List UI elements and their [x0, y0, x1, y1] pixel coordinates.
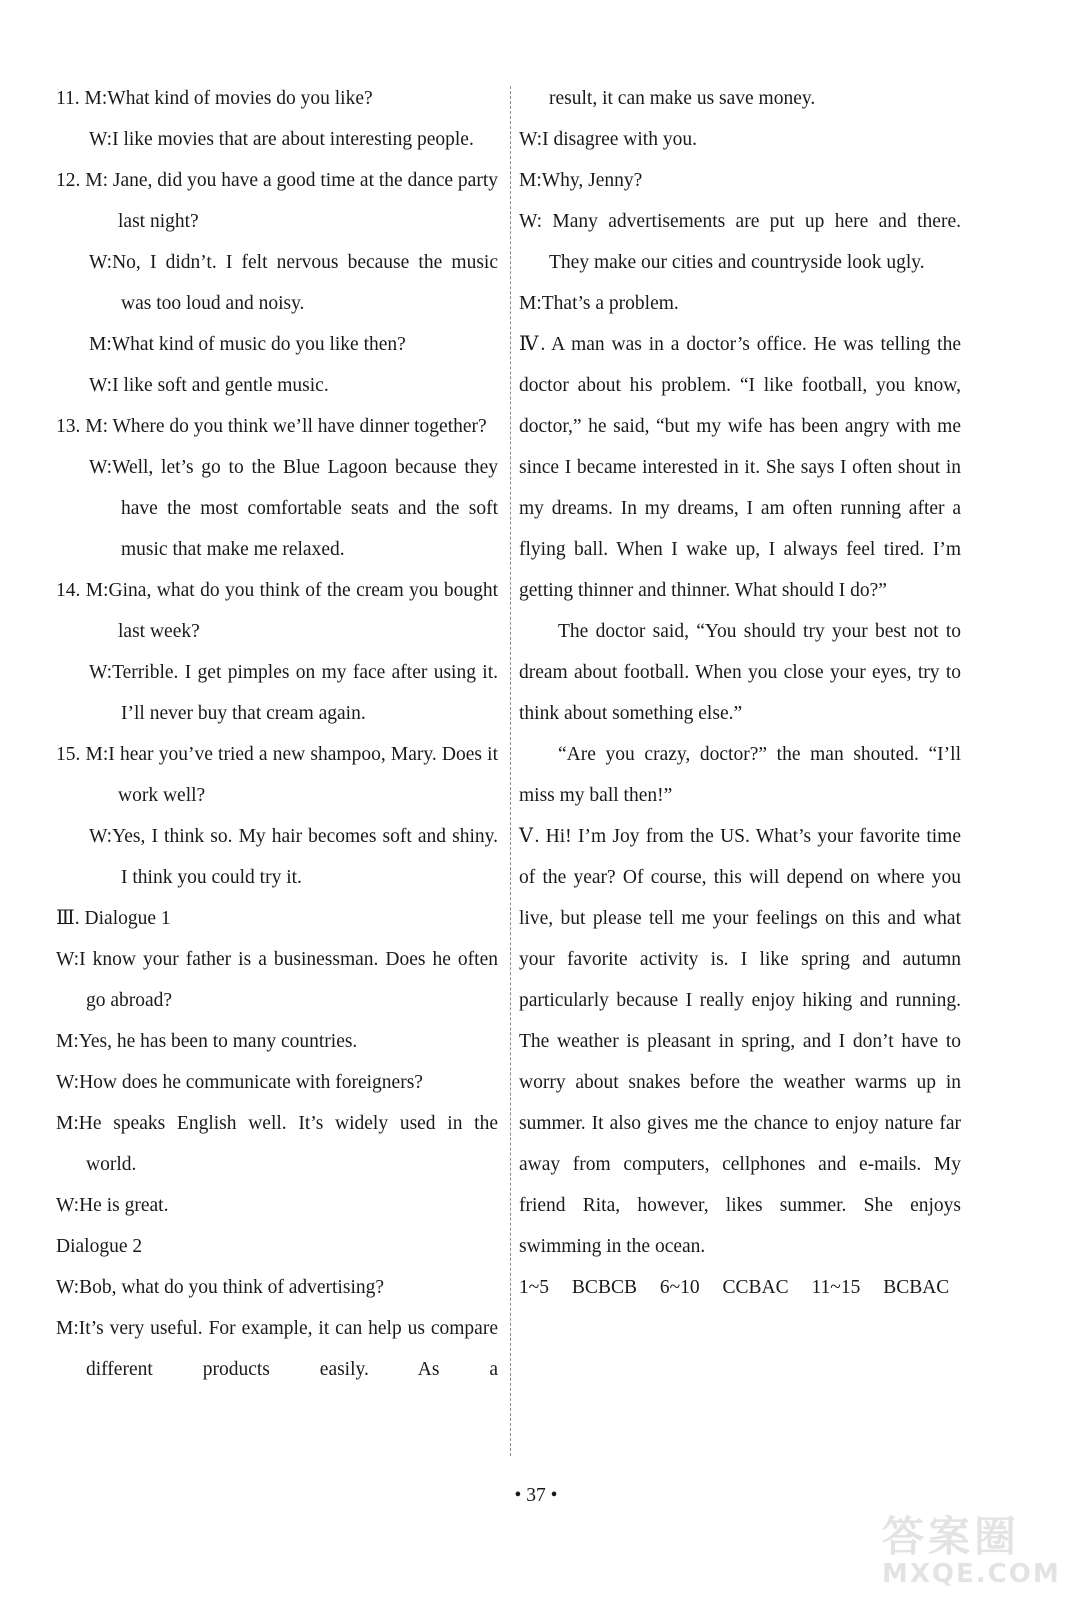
left-paragraph: 14. M:Gina, what do you think of the cream you bought last week?: [56, 580, 498, 642]
left-paragraph: W:Well, let’s go to the Blue Lagoon because they have the most comfortable seats and the soft music that make me relaxed.: [89, 457, 498, 560]
left-paragraph: Dialogue 2: [56, 1236, 143, 1257]
left-paragraph: W:I know your father is a businessman. Does he often go abroad?: [56, 949, 498, 1011]
watermark-cn: 答案圈: [882, 1512, 1021, 1561]
left-paragraph: 11. M:What kind of movies do you like?: [56, 88, 373, 109]
left-paragraph: W:Terrible. I get pimples on my face after using it. I’ll never buy that cream again.: [89, 662, 498, 724]
right-column: [519, 78, 961, 1308]
left-paragraph: Ⅲ. Dialogue 1: [56, 908, 171, 929]
left-paragraph: W:Yes, I think so. My hair becomes soft and shiny. I think you could try it.: [89, 826, 498, 888]
left-paragraph: M:He speaks English well. It’s widely used in the world.: [56, 1113, 498, 1175]
right-paragraph: 1~5 BCBCB 6~10 CCBAC 11~15 BCBAC: [519, 1277, 950, 1298]
left-paragraph: M:It’s very useful. For example, it can help us compare different products easily. As a: [56, 1318, 498, 1380]
left-paragraph: W:No, I didn’t. I felt nervous because the music was too loud and noisy.: [89, 252, 498, 314]
left-paragraph: 13. M: Where do you think we’ll have dinner together?: [56, 416, 487, 437]
right-paragraph: W: Many advertisements are put up here and there. They make our cities and countryside look ugly.: [519, 211, 961, 273]
right-paragraph: Ⅴ. Hi! I’m Joy from the US. What’s your favorite time of the year? Of course, this will depend on where you live, but please tell me your feelings on this and what your favorite activity is. I like spring and autumn particularly because I really enjoy hiking and running. The weather is pleasant in spring, and I don’t have to worry about snakes before the weather warms up in summer. It also gives me the chance to enjoy nature far away from computers, cellphones and e-mails. My friend Rita, however, likes summer. She enjoys swimming in the ocean.: [519, 826, 961, 1257]
right-paragraph: The doctor said, “You should try your best not to dream about football. When you close your eyes, try to think about something else.”: [519, 621, 961, 724]
watermark-logo: [882, 1514, 1062, 1592]
right-paragraph: Ⅳ. A man was in a doctor’s office. He was telling the doctor about his problem. “I like football, you know, doctor,” he said, “but my wife has been angry with me since I became interested in it. She says I often shout in my dreams. In my dreams, I am often running after a flying ball. When I wake up, I always feel tired. I’m getting thinner and thinner. What should I do?”: [519, 334, 961, 601]
column-divider: [510, 86, 511, 1456]
left-paragraph: 15. M:I hear you’ve tried a new shampoo, Mary. Does it work well?: [56, 744, 498, 806]
left-paragraph: 12. M: Jane, did you have a good time at the dance party last night?: [56, 170, 498, 232]
left-paragraph: W:I like movies that are about interesting people.: [89, 129, 474, 150]
right-paragraph: result, it can make us save money.: [549, 88, 816, 109]
left-paragraph: M:Yes, he has been to many countries.: [56, 1031, 358, 1052]
left-paragraph: W:He is great.: [56, 1195, 169, 1216]
page-number: • 37 •: [514, 1485, 558, 1506]
right-paragraph: M:Why, Jenny?: [519, 170, 643, 191]
left-paragraph: W:Bob, what do you think of advertising?: [56, 1277, 385, 1298]
left-paragraph: W:How does he communicate with foreigners?: [56, 1072, 423, 1093]
right-paragraph: W:I disagree with you.: [519, 129, 697, 150]
watermark-en: MXQE.COM: [882, 1559, 1061, 1589]
left-paragraph: M:What kind of music do you like then?: [89, 334, 406, 355]
left-column: [56, 78, 498, 1390]
left-paragraph: W:I like soft and gentle music.: [89, 375, 329, 396]
right-paragraph: “Are you crazy, doctor?” the man shouted. “I’ll miss my ball then!”: [519, 744, 961, 806]
right-paragraph: M:That’s a problem.: [519, 293, 679, 314]
